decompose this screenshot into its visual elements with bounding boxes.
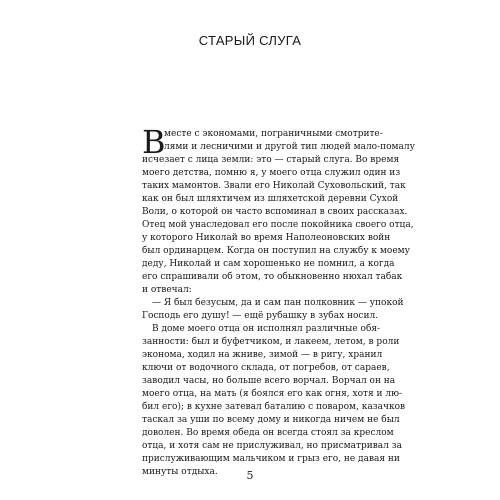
text-line: деду, Николай и сам хорошенько не помнил, а когда (142, 259, 395, 269)
text-line: минуты отдыха. (142, 467, 218, 477)
text-line: месте с экономами, пограничными смотрите- (164, 129, 383, 139)
text-line: у которого Николай во время Наполеоновских войн (142, 233, 391, 243)
text-line: Отец мой унаследовал его после покойника своего отца, (142, 220, 414, 230)
text-line: эконома, ходил на жниве, зимой — в ригу, хранил (142, 350, 383, 360)
text-line: Воли, о которой он часто вспоминал в своих рассказах. (142, 207, 408, 217)
text-line: лями и лесничими и другой тип людей мало-помалу (164, 142, 415, 152)
text-line: его спрашивали об этом, то обыкновенно нюхал табак (142, 272, 403, 282)
body-lines (142, 154, 414, 479)
text-line: занности: был и буфетчиком, и лакеем, летом, в роли (142, 337, 400, 347)
text-line: заводил часы, но больше всего ворчал. Ворчал он на (142, 376, 396, 386)
text-line: таскал за уши по всему дому и никогда ничем не был (142, 415, 400, 425)
text-line: прислуживающим мальчиком и грыз его, не давая ни (142, 454, 400, 464)
chapter-body (142, 123, 415, 479)
page-number: 5 (246, 469, 254, 482)
text-line: и отвечал: (142, 285, 192, 295)
text-line: таких мамонтов. Звали его Николай Суховольский, так (142, 181, 406, 191)
text-line: доволен. Во время обеда он всегда стоял за креслом (142, 428, 394, 438)
text-line: — Я был безусым, да и сам пан полковник — упокой (152, 298, 404, 308)
drop-cap-lines (164, 128, 415, 154)
drop-cap-letter: В (142, 123, 166, 161)
text-line: В доме моего отца он исполнял различные обя- (152, 324, 381, 334)
text-line: моего отца, на мать (я боялся его как огня, хотя и лю- (142, 389, 402, 399)
text-line: ключи от водочного склада, от погребов, от сараев, (142, 363, 390, 373)
text-line: Господь его душу! — ещё рубашку в зубах носил. (142, 311, 379, 321)
text-line: исчезает с лица земли: это — старый слуга. Во время (142, 155, 400, 165)
text-line: как он был шляхтичем из шляхетской деревни Сухой (142, 194, 399, 204)
text-line: бил его); в кухне затевал баталию с поваром, казачков (142, 402, 406, 412)
chapter-title: СТАРЫЙ СЛУГА (198, 33, 302, 48)
text-line: отца, и хотя сам не прислуживал, но присматривал за (142, 441, 403, 451)
text-line: моего детства, помню я, у моего отца служил один из (142, 168, 401, 178)
text-line: был ординарцем. Когда он поступил на службу к моему (142, 246, 410, 256)
